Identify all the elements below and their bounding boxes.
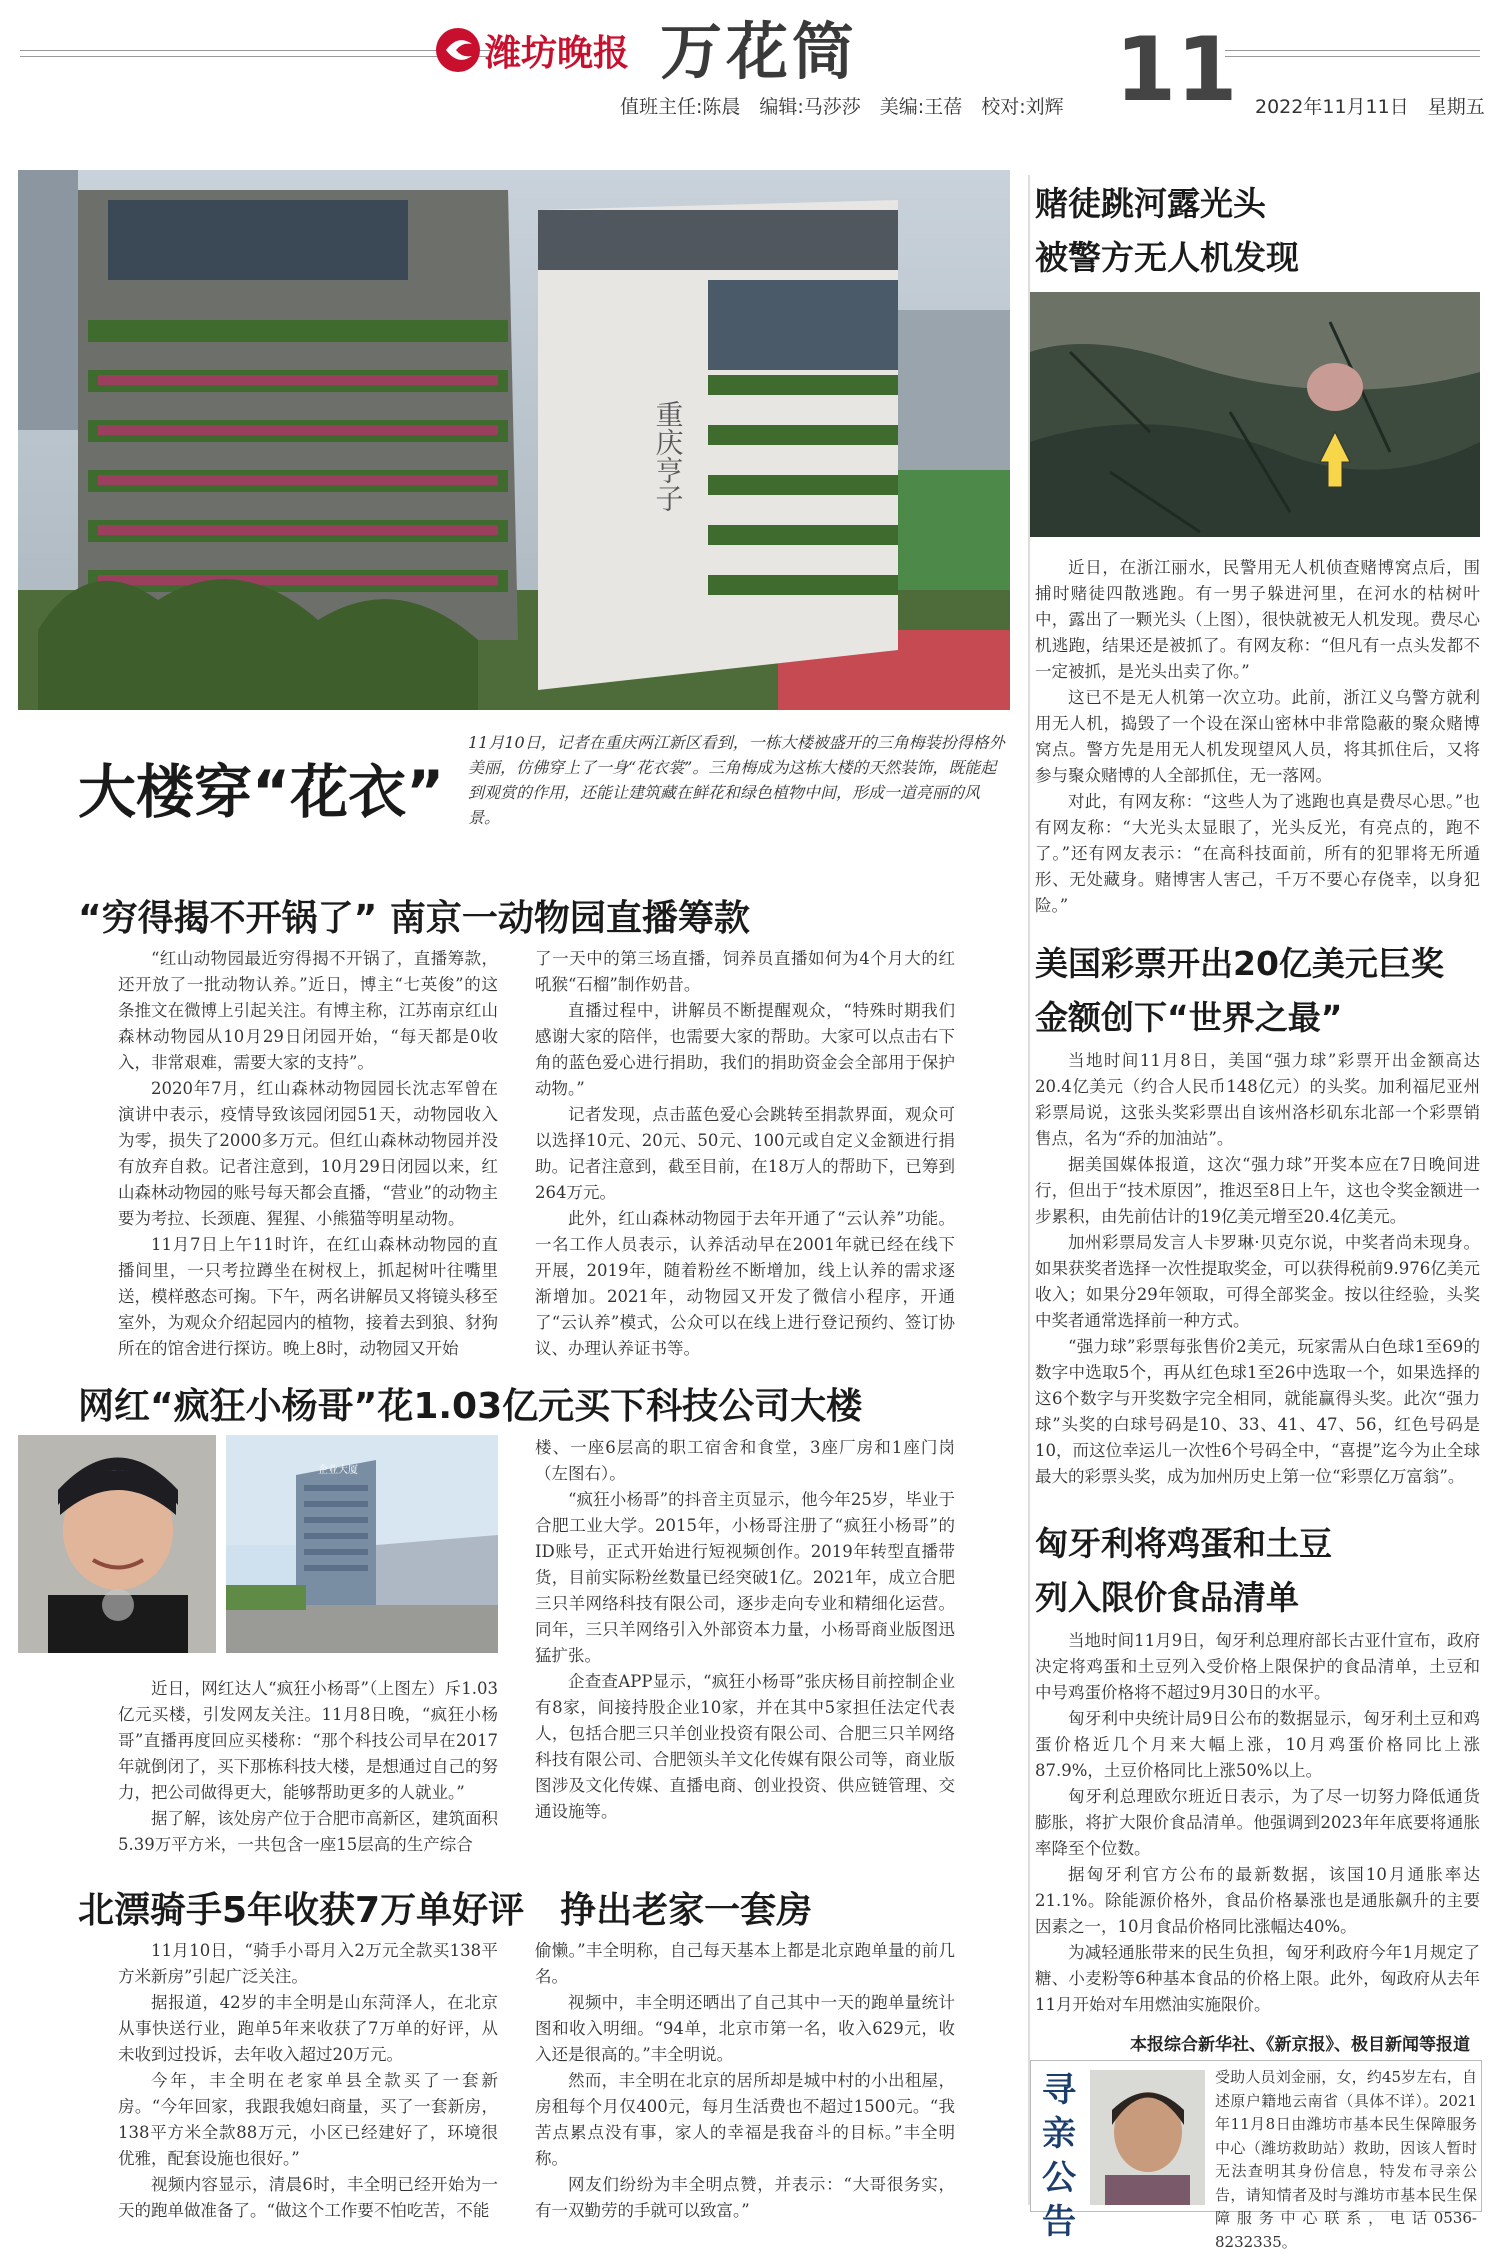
rider-paragraph: 然而，丰全明在北京的居所却是城中村的小出租屋，房租每个月仅400元，每月生活费也不超过1500元。“我苦点累点没有事，家人的幸福是我奋斗的目标。”丰全明称。 (535, 2071, 955, 2168)
brand-logo-icon (432, 24, 484, 76)
notice-label: 寻亲公告 (1042, 2070, 1076, 2242)
hungary-paragraph: 据匈牙利官方公布的最新数据，该国10月通胀率达21.1%。除能源价格外，食品价格暴涨也是通胀飙升的主要因素之一，10月食品价格同比涨幅达40%。 (1035, 1865, 1480, 1936)
rider-paragraph: 据报道，42岁的丰全明是山东菏泽人，在北京从事快送行业，跑单5年来收获了7万单的好评，从未收到过投诉，去年收入超过20万元。 (118, 1993, 498, 2064)
lottery-body (1035, 1048, 1480, 1528)
section-title: 万花筒 (660, 15, 859, 88)
zoo-paragraph: 了一天中的第三场直播，饲养员直播如何为4个月大的红吼猴“石榴”制作奶昔。 (535, 949, 955, 994)
yangge-paragraph: 据了解，该处房产位于合肥市高新区，建筑面积5.39万平方米，一共包含一座15层高的生产综合 (118, 1809, 498, 1854)
masthead-rule-left (20, 50, 490, 57)
drone-paragraph: 近日，在浙江丽水，民警用无人机侦查赌博窝点后，围捕时赌徒四散逃跑。有一男子躲进河里，在河水的枯树叶中，露出了一颗光头（上图），很快就被无人机发现。费尽心机逃跑，结果还是被抓了。有网友称：“但凡有一点头发都不一定被抓，是光头出卖了你。” (1035, 558, 1480, 681)
yangge-paragraph: 企查查APP显示，“疯狂小杨哥”张庆杨目前控制企业有8家，间接持股企业10家，并在其中5家担任法定代表人，包括合肥三只羊创业投资有限公司、合肥三只羊网络科技有限公司、合肥领头羊文化传媒有限公司等，商业版图涉及文化传媒、直播电商、创业投资、供应链管理、交通设施等。 (535, 1672, 955, 1821)
drone-headline-line1: 赌徒跳河露光头 (1035, 184, 1266, 223)
yangge-paragraph: 楼、一座6层高的职工宿舍和食堂，3座厂房和1座门岗（左图右）。 (535, 1438, 955, 1483)
zoo-column-2 (535, 946, 955, 1358)
rider-column-1 (118, 1938, 498, 2220)
zoo-paragraph: 2020年7月，红山森林动物园园长沈志军曾在演讲中表示，疫情导致该园闭园51天，动物园收入为零，损失了2000多万元。但红山森林动物园并没有放弃自救。记者注意到，10月29日闭园以来，红山森林动物园的账号每天都会直播，“营业”的动物主要为考拉、长颈鹿、猩猩、小熊猫等明星动物。 (118, 1079, 498, 1228)
lottery-paragraph: 加州彩票局发言人卡罗琳·贝克尔说，中奖者尚未现身。如果获奖者选择一次性提取奖金，可以获得税前9.976亿美元收入；如果分29年领取，可得全部奖金。按以往经验，头奖中奖者通常选择前一种方式。 (1035, 1233, 1480, 1330)
hungary-paragraph: 当地时间11月9日，匈牙利总理府部长古亚什宣布，政府决定将鸡蛋和土豆列入受价格上限保护的食品清单，土豆和中号鸡蛋价格将不超过9月30日的水平。 (1035, 1631, 1480, 1702)
zoo-paragraph: “红山动物园最近穷得揭不开锅了，直播筹款，还开放了一批动物认养。”近日，博主“七英俊”的这条推文在微博上引起关注。有博主称，江苏南京红山森林动物园从10月29日闭园开始，“每天都是0收入，非常艰难，需要大家的支持”。 (118, 949, 498, 1072)
sources-credit: 本报综合新华社、《新京报》、极目新闻等报道 (1130, 2035, 1470, 2055)
notice-portrait-photo (1090, 2070, 1205, 2205)
hungary-paragraph: 为减轻通胀带来的民生负担，匈牙利政府今年1月规定了糖、小麦粉等6种基本食品的价格上限。此外，匈政府从去年11月开始对车用燃油实施限价。 (1035, 1943, 1480, 2014)
yangge-column-2 (535, 1435, 955, 1835)
hungary-body (1035, 1628, 1480, 2023)
hungary-headline-line1: 匈牙利将鸡蛋和土豆 (1035, 1524, 1332, 1563)
hungary-headline-line2: 列入限价食品清单 (1035, 1578, 1299, 1617)
hungary-paragraph: 匈牙利总理欧尔班近日表示，为了尽一切努力降低通货膨胀，将扩大限价食品清单。他强调到2023年年底要将通胀率降至个位数。 (1035, 1787, 1480, 1858)
lottery-headline-line2: 金额创下“世界之最” (1035, 998, 1343, 1037)
rider-paragraph: 11月10日，“骑手小哥月入2万元全款买138平方米新房”引起广泛关注。 (118, 1941, 498, 1986)
building-sign-text: 企业大厦 (318, 1465, 358, 1476)
zoo-headline: “穷得揭不开锅了” 南京一动物园直播筹款 (78, 898, 750, 939)
drone-paragraph: 对此，有网友称：“这些人为了逃跑也真是费尽心思。”也有网友称：“大光头太显眼了，光头反光，有亮点的，跑不了。”还有网友表示：“在高科技面前，所有的犯罪将无所遁形、无处藏身。赌博害人害己，千万不要心存侥幸，以身犯险。” (1035, 792, 1480, 915)
building-sign: 重庆亨子 (651, 400, 685, 512)
brand-name: 潍坊晚报 (485, 33, 630, 74)
rider-paragraph: 视频中，丰全明还晒出了自己其中一天的跑单量统计图和收入明细。“94单，北京市第一名，收入629元，收入还是很高的。”丰全明说。 (535, 1993, 955, 2064)
rider-paragraph: 偷懒。”丰全明称，自己每天基本上都是北京跑单量的前几名。 (535, 1941, 955, 1986)
building-headline: 大楼穿“花衣” (78, 758, 445, 826)
lottery-paragraph: 当地时间11月8日，美国“强力球”彩票开出金额高达20.4亿美元（约合人民币148亿元）的头奖。加利福尼亚州彩票局说，这张头奖彩票出自该州洛杉矶东北部一个彩票销售点，名为“乔的加油站”。 (1035, 1051, 1480, 1148)
drone-body (1035, 555, 1480, 915)
masthead-rule-right (1225, 50, 1480, 57)
zoo-paragraph: 11月7日上午11时许，在红山森林动物园的直播间里，一只考拉蹲坐在树杈上，抓起树叶往嘴里送，模样憨态可掬。下午，两名讲解员又将镜头移至室外，为观众介绍起园内的植物，接着去到狼、豺狗所在的馆舍进行探访。晚上8时，动物园又开始 (118, 1235, 498, 1358)
rider-headline: 北漂骑手5年收获7万单好评 挣出老家一套房 (78, 1890, 813, 1931)
yangge-portrait-photo (18, 1435, 216, 1653)
notice-text: 受助人员刘金丽，女，约45岁左右，自述原户籍地云南省（具体不详）。2021年11月8日由潍坊市基本民生保障服务中心（潍坊救助站）救助，因该人暂时无法查明其身份信息，特发布寻亲公告，请知情者及时与潍坊市基本民生保障服务中心联系，电话0536-8232335。 (1215, 2068, 1477, 2251)
rider-paragraph: 今年，丰全明在老家单县全款买了一套新房。“今年回家，我跟我媳妇商量，买了一套新房，138平方米全款88万元，小区已经建好了，环境很优雅，配套设施也很好。” (118, 2071, 498, 2168)
zoo-paragraph: 此外，红山森林动物园于去年开通了“云认养”功能。一名工作人员表示，认养活动早在2001年就已经在线下开展，2019年，随着粉丝不断增加，线上认养的需求逐渐增加。2021年，动物园又开发了微信小程序，开通了“云认养”模式，公众可以在线上进行登记预约、签订协议、办理认养证书等。 (535, 1209, 955, 1358)
building-photo (18, 170, 1010, 710)
rider-column-2 (535, 1938, 955, 2220)
yangge-paragraph: “疯狂小杨哥”的抖音主页显示，他今年25岁，毕业于合肥工业大学。2015年，小杨哥注册了“疯狂小杨哥”的ID账号，正式开始进行短视频创作。2019年转型直播带货，目前实际粉丝数量已经突破1亿。2021年，成立合肥三只羊网络科技有限公司，逐步走向专业和精细化运营。同年，三只羊网络引入外部资本力量，小杨哥商业版图迅猛扩张。 (535, 1490, 955, 1665)
lottery-paragraph: “强力球”彩票每张售价2美元，玩家需从白色球1至69的数字中选取5个，再从红色球1至26中选取一个，如果选择的这6个数字与开奖数字完全相同，就能赢得头奖。此次“强力球”头奖的白球号码是10、33、41、47、56，红色号码是10，而这位幸运儿一次性6个号码全中，“喜提”迄今为止全球最大的彩票头奖，成为加州历史上第一位“彩票亿万富翁”。 (1035, 1337, 1480, 1486)
rider-paragraph: 网友们纷纷为丰全明点赞，并表示：“大哥很务实，有一双勤劳的手就可以致富。” (535, 2175, 955, 2220)
yangge-headline: 网红“疯狂小杨哥”花1.03亿元买下科技公司大楼 (78, 1386, 863, 1427)
building-caption: 11月10日，记者在重庆两江新区看到，一栋大楼被盛开的三角梅装扮得格外美丽，仿佛穿上了一身“花衣裳”。三角梅成为这栋大楼的天然装饰，既能起到观赏的作用，还能让建筑藏在鲜花和绿色植物中间，形成一道亮丽的风景。 (468, 733, 1005, 827)
lottery-paragraph: 据美国媒体报道，这次“强力球”开奖本应在7日晚间进行，但出于“技术原因”，推迟至8日上午，这也令奖金额进一步累积，由先前估计的19亿美元增至20.4亿美元。 (1035, 1155, 1480, 1226)
zoo-paragraph: 直播过程中，讲解员不断提醒观众，“特殊时期我们感谢大家的陪伴，也需要大家的帮助。大家可以点击右下角的蓝色爱心进行捐助，我们的捐助资金会全部用于保护动物。” (535, 1001, 955, 1098)
drone-headline-line2: 被警方无人机发现 (1035, 238, 1299, 277)
yangge-paragraph: 近日，网红达人“疯狂小杨哥”（上图左）斥1.03亿元买楼，引发网友关注。11月8日晚，“疯狂小杨哥”直播再度回应买楼称：“那个科技公司早在2017年就倒闭了，买下那栋科技大楼，是想通过自己的努力，把公司做得更大，能够帮助更多的人就业。” (118, 1679, 498, 1802)
hungary-paragraph: 匈牙利中央统计局9日公布的数据显示，匈牙利土豆和鸡蛋价格近几个月来大幅上涨，10月鸡蛋价格同比上涨87.9%，土豆价格同比上涨50%以上。 (1035, 1709, 1480, 1780)
zoo-paragraph: 记者发现，点击蓝色爱心会跳转至捐款界面，观众可以选择10元、20元、50元、100元或自定义金额进行捐助。记者注意到，截至目前，在18万人的帮助下，已筹到264万元。 (535, 1105, 955, 1202)
rider-paragraph: 视频内容显示，清晨6时，丰全明已经开始为一天的跑单做准备了。“做这个工作要不怕吃苦，不能 (118, 2175, 498, 2220)
page-number: 11 (1115, 18, 1238, 121)
drone-paragraph: 这已不是无人机第一次立功。此前，浙江义乌警方就利用无人机，捣毁了一个设在深山密林中非常隐蔽的聚众赌博窝点。警方先是用无人机发现望风人员，将其抓住后，又将参与聚众赌博的人全部抓住，无一落网。 (1035, 688, 1480, 785)
editor-credits: 值班主任:陈晨 编辑:马莎莎 美编:王蓓 校对:刘辉 (620, 96, 1064, 118)
issue-date: 2022年11月11日 星期五 (1255, 96, 1485, 118)
zoo-column-1 (118, 946, 498, 1358)
yangge-building-photo (226, 1435, 498, 1653)
drone-photo (1030, 292, 1480, 537)
yangge-column-1 (118, 1676, 498, 1854)
lottery-headline-line1: 美国彩票开出20亿美元巨奖 (1035, 944, 1444, 983)
